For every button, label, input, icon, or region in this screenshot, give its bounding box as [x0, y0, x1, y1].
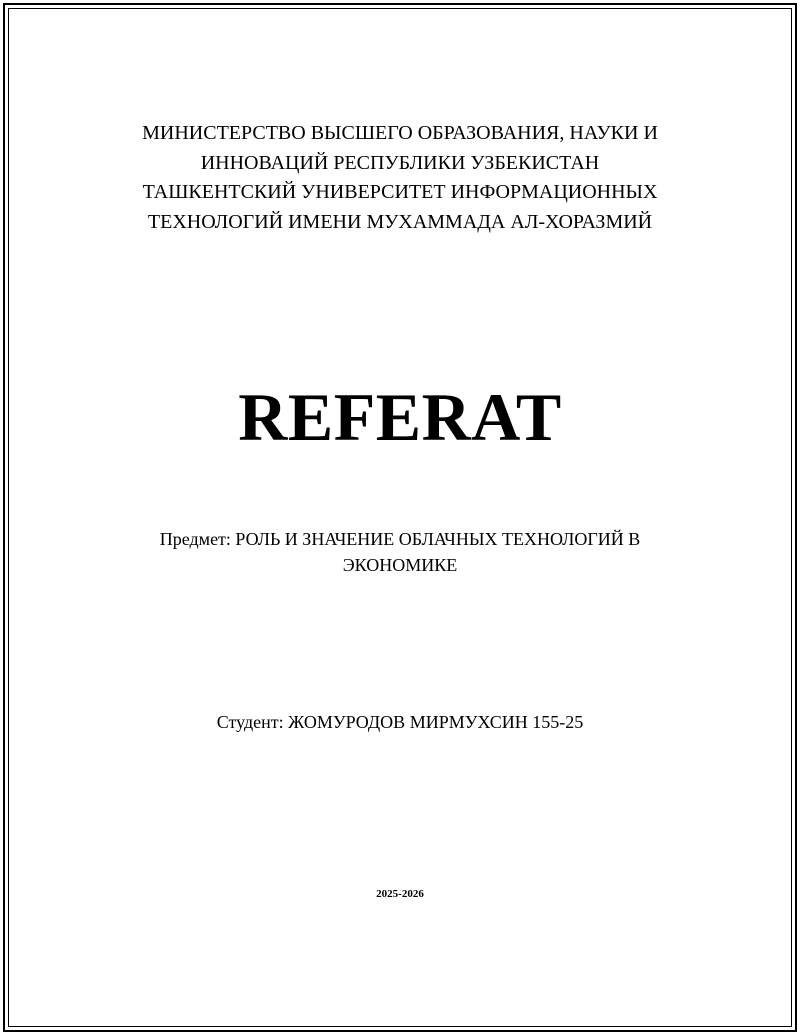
header-line-3: ТАШКЕНТСКИЙ УНИВЕРСИТЕТ ИНФОРМАЦИОННЫХ	[142, 181, 658, 203]
subject-block	[0, 526, 800, 578]
header-line-1: МИНИСТЕРСТВО ВЫСШЕГО ОБРАЗОВАНИЯ, НАУКИ И	[142, 122, 658, 144]
institution-header	[0, 119, 800, 237]
subject-line-1: Предмет: РОЛЬ И ЗНАЧЕНИЕ ОБЛАЧНЫХ ТЕХНОЛОГИЙ В	[159, 529, 641, 549]
academic-year: 2025-2026	[376, 888, 424, 900]
header-line-2: ИННОВАЦИЙ РЕСПУБЛИКИ УЗБЕКИСТАН	[200, 151, 600, 174]
document-title: REFERAT	[238, 379, 562, 455]
student-line: Студент: ЖОМУРОДОВ МИРМУХСИН 155-25	[216, 712, 584, 732]
header-line-4: ТЕХНОЛОГИЙ ИМЕНИ МУХАММАДА АЛ-ХОРАЗМИЙ	[147, 210, 653, 233]
subject-line-2: ЭКОНОМИКЕ	[342, 555, 458, 575]
